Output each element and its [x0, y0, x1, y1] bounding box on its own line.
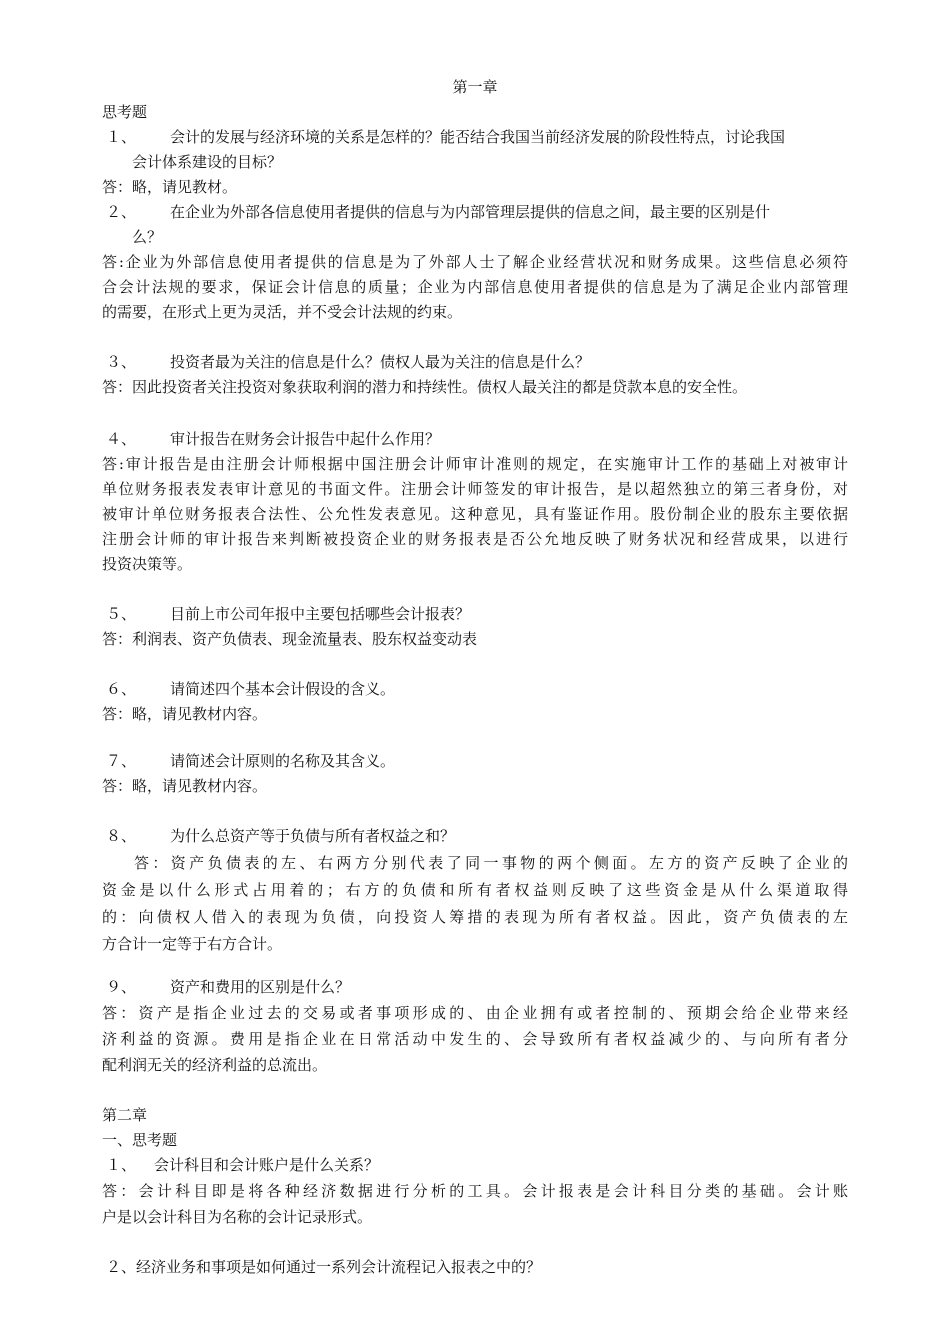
question-8-number: ８、	[106, 827, 137, 845]
chapter1-section-heading: 思考题	[102, 103, 148, 121]
ch2-question-1-text: 会计科目和会计账户是什么关系？	[154, 1156, 380, 1174]
ch2-answer-1-line: 答：会计科目即是将各种经济数据进行分析的工具。会计报表是会计科目分类的基础。会计账	[102, 1182, 848, 1200]
question-7-text: 请简述会计原则的名称及其含义。	[170, 752, 396, 770]
answer-1: 答：略，请见教材。	[102, 178, 238, 196]
question-1-number: １、	[106, 128, 137, 146]
ch2-answer-1-line: 户是以会计科目为名称的会计记录形式。	[102, 1208, 373, 1226]
question-8-text: 为什么总资产等于负债与所有者权益之和？	[170, 827, 456, 845]
answer-4-line: 单位财务报表发表审计意见的书面文件。注册会计师签发的审计报告，是以超然独立的第三者身份，对	[102, 480, 848, 498]
answer-2-line: 答:企业为外部信息使用者提供的信息是为了外部人士了解企业经营状况和财务成果。这些信息必须符	[102, 253, 848, 271]
answer-2-line: 合会计法规的要求，保证会计信息的质量；企业为内部信息使用者提供的信息是为了满足企业内部管理	[102, 278, 848, 296]
question-1-text: 会计的发展与经济环境的关系是怎样的？能否结合我国当前经济发展的阶段性特点，讨论我国	[170, 128, 786, 146]
question-7-number: ７、	[106, 752, 137, 770]
question-2-text-cont: 么？	[132, 228, 163, 246]
answer-9-line: 济利益的资源。费用是指企业在日常活动中发生的、会导致所有者权益减少的、与向所有者分	[102, 1030, 848, 1048]
ch2-question-2: ２、经济业务和事项是如何通过一系列会计流程记入报表之中的？	[106, 1258, 542, 1276]
answer-4-line: 投资决策等。	[102, 555, 193, 573]
question-3-text: 投资者最为关注的信息是什么？债权人最为关注的信息是什么？	[170, 353, 591, 371]
question-6-number: ６、	[106, 680, 137, 698]
question-4-number: ４、	[106, 430, 137, 448]
answer-8-line: 方合计一定等于右方合计。	[102, 935, 283, 953]
question-1-text-cont: 会计体系建设的目标？	[132, 153, 283, 171]
question-5-text: 目前上市公司年报中主要包括哪些会计报表？	[170, 605, 471, 623]
answer-8-line: 资金是以什么形式占用着的；右方的负债和所有者权益则反映了这些资金是从什么渠道取得	[102, 881, 848, 899]
answer-7: 答：略，请见教材内容。	[102, 777, 268, 795]
question-2-number: ２、	[106, 203, 137, 221]
answer-3: 答：因此投资者关注投资对象获取利润的潜力和持续性。债权人最关注的都是贷款本息的安全性。	[102, 378, 748, 396]
question-3-number: ３、	[106, 353, 137, 371]
answer-4-line: 答:审计报告是由注册会计师根据中国注册会计师审计准则的规定，在实施审计工作的基础上对被审计	[102, 455, 848, 473]
question-5-number: ５、	[106, 605, 137, 623]
answer-6: 答：略，请见教材内容。	[102, 705, 268, 723]
question-9-number: ９、	[106, 978, 137, 996]
answer-5: 答：利润表、资产负债表、现金流量表、股东权益变动表	[102, 630, 478, 648]
answer-2-line: 的需要，在形式上更为灵活，并不受会计法规的约束。	[102, 303, 463, 321]
question-9-text: 资产和费用的区别是什么？	[170, 978, 351, 996]
chapter2-section-heading: 一、思考题	[102, 1131, 178, 1149]
question-2-text: 在企业为外部各信息使用者提供的信息与为内部管理层提供的信息之间，最主要的区别是什	[170, 203, 771, 221]
chapter2-title: 第二章	[102, 1106, 148, 1124]
answer-4-line: 被审计单位财务报表合法性、公允性发表意见。这种意见，具有鉴证作用。股份制企业的股东主要依据	[102, 505, 848, 523]
ch2-question-1-number: １、	[106, 1156, 137, 1174]
question-4-text: 审计报告在财务会计报告中起什么作用？	[170, 430, 441, 448]
question-6-text: 请简述四个基本会计假设的含义。	[170, 680, 396, 698]
answer-8-line: 答：资产负债表的左、右两方分别代表了同一事物的两个侧面。左方的资产反映了企业的	[134, 854, 848, 872]
answer-4-line: 注册会计师的审计报告来判断被投资企业的财务报表是否公允地反映了财务状况和经营成果，以进行	[102, 530, 848, 548]
answer-9-line: 答：资产是指企业过去的交易或者事项形成的、由企业拥有或者控制的、预期会给企业带来经	[102, 1004, 848, 1022]
answer-8-line: 的：向债权人借入的表现为负债，向投资人筹措的表现为所有者权益。因此，资产负债表的左	[102, 908, 848, 926]
answer-9-line: 配利润无关的经济利益的总流出。	[102, 1056, 328, 1074]
chapter1-title: 第一章	[452, 78, 498, 96]
